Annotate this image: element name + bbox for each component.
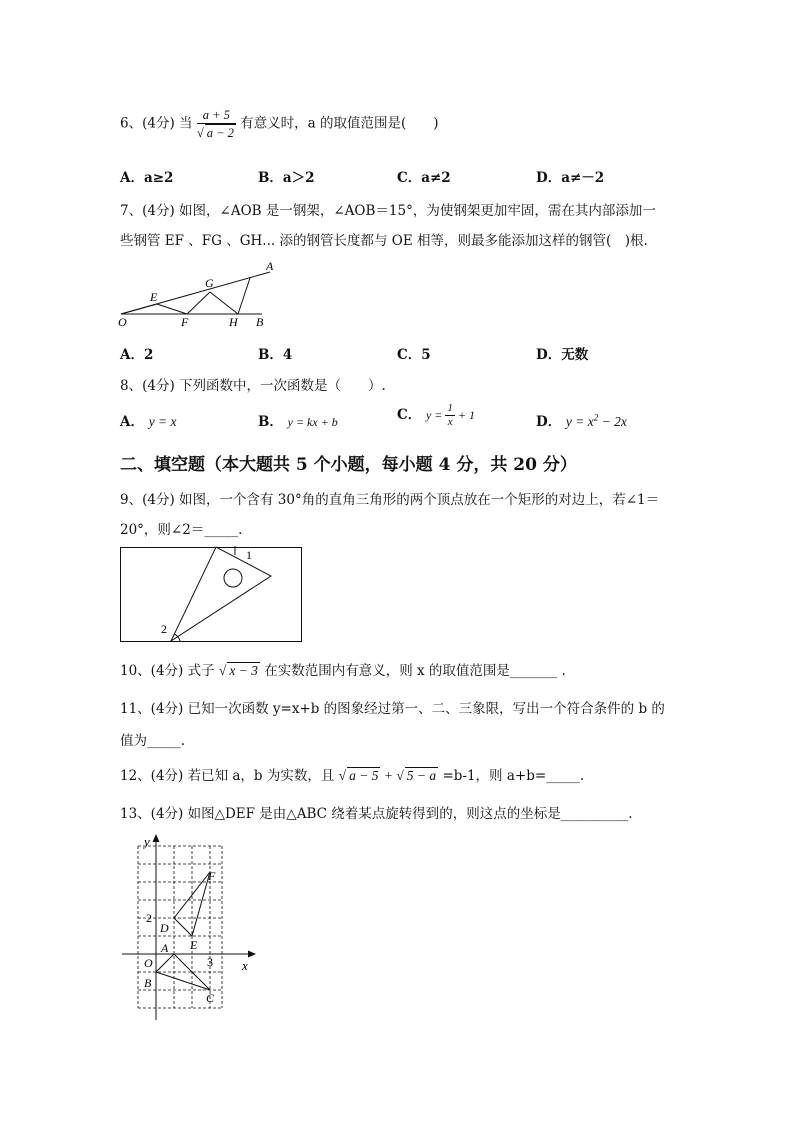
q13-figure (118, 832, 266, 1028)
q7-label-o: O (118, 315, 127, 329)
q11-line1: 11、(4分) 已知一次函数 y=x+b 的图象经过第一、二、三象限，写出一个符合条件的 b 的 (120, 701, 665, 717)
q8-option-c-pre: y = (425, 408, 446, 422)
q9-triangle (171, 547, 271, 641)
q7-label-g: G (205, 276, 214, 290)
q13-label-b: B (144, 976, 152, 990)
q8-option-a-expr: y = x (148, 414, 177, 429)
q8-option-d-pre: y = x (565, 414, 594, 429)
q13-label-a: A (161, 941, 169, 955)
q7-figure (116, 258, 286, 332)
q9-figure (118, 545, 306, 645)
section-2-title: 二、填空题（本大题共 5 个小题，每小题 4 分，共 20 分） (120, 455, 577, 475)
q9-label-angle1: 1 (246, 548, 252, 562)
q8-option-c-denominator: x (447, 416, 453, 428)
q6-option-d: D．a≠－2 (536, 170, 605, 186)
q6-number: 6、(4分) (120, 115, 175, 132)
q6-option-a: A．a≥2 (120, 170, 174, 186)
q13-label-o: O (144, 956, 153, 970)
q9-triangle-hole (224, 569, 242, 587)
q8-option-d-sup: 2 (593, 412, 599, 423)
q7-tube-ef (157, 304, 187, 314)
q8-option-b-letter: B． (258, 414, 283, 430)
q12: 12、(4分) 若已知 a，b 为实数，且 √ a − 5 + √ 5 − a =b-1，则 a+b=_____. (120, 768, 585, 784)
q8-option-b (258, 410, 338, 430)
q8-option-c (397, 402, 475, 429)
q13-text: 13、(4分) 如图△DEF 是由△ABC 绕着某点旋转得到的，则这点的坐标是__________. (120, 806, 633, 822)
q9-rectangle (121, 548, 302, 642)
q8-option-c-letter: C． (397, 407, 422, 423)
q7-option-c: C．5 (397, 347, 431, 363)
q8-option-c-fraction (445, 402, 455, 429)
q7-line1: 7、(4分) 如图，∠AOB 是一钢架，∠AOB＝15°，为使钢架更加牢固，需在其内部添加一 (120, 203, 656, 219)
q6-suffix: 有意义时，a 的取值范围是( ) (240, 115, 439, 132)
q13-label-e: E (190, 938, 198, 952)
q6-fraction: $\frac{a + 5}{√ a - 2}$ (196, 108, 234, 140)
q8-option-d-letter: D． (536, 414, 562, 430)
q9-line2: 20°，则∠2＝_____. (120, 522, 243, 538)
q7-label-h: H (229, 315, 238, 329)
q8-option-d (536, 410, 627, 430)
q13-x-arrow (248, 951, 256, 958)
q8-text: 8、(4分) 下列函数中，一次函数是（ ）. (120, 378, 386, 394)
q8-option-c-numerator: 1 (447, 402, 453, 414)
q8-option-a (120, 410, 177, 430)
q7-label-b: B (256, 315, 264, 329)
q9-line1: 9、(4分) 如图，一个含有 30°角的直角三角形的两个顶点放在一个矩形的对边上，若∠1＝ (120, 492, 660, 508)
q13-label-f: F (208, 869, 216, 883)
q10-suffix: 在实数范围内有意义，则 x 的取值范围是_______ . (264, 663, 566, 679)
q13-label-y: y (144, 834, 150, 849)
q6-frac-numerator: a + 5 (197, 107, 236, 124)
q7-option-b: B．4 (258, 347, 293, 363)
q9-label-angle2: 2 (161, 622, 167, 636)
q7-tube-oe (121, 304, 157, 314)
q10-prefix: 10、(4分) 式子 (120, 663, 215, 679)
q13-label-x: x (242, 958, 248, 973)
q8-option-d-post: − 2x (598, 414, 627, 429)
q12-suffix: =b-1，则 a+b=_____. (442, 768, 585, 784)
q6 (120, 107, 439, 141)
q7-tube-fg (187, 292, 210, 314)
q13-label-3: 3 (207, 955, 213, 969)
q7-line2: 些钢管 EF 、FG 、GH... 添的钢管长度都与 OE 相等，则最多能添加这样的钢管( )根. (120, 233, 648, 249)
q8-option-b-expr: y = kx + b (287, 415, 338, 429)
q6-option-c: C．a≠2 (397, 170, 451, 186)
q6-option-b: B．a＞2 (258, 170, 315, 186)
q7-option-a: A．2 (120, 347, 154, 363)
q11-line2: 值为_____. (120, 733, 186, 749)
q10-radicand: x − 3 (229, 663, 258, 678)
q12-plus: + (380, 768, 397, 783)
q6-frac-denominator: a − 2 (206, 126, 234, 140)
q8-option-c-post: + 1 (454, 408, 475, 422)
q10: 10、(4分) 式子 √ x − 3 在实数范围内有意义，则 x 的取值范围是_______ . (120, 663, 566, 679)
q12-radicand-2: 5 − a (406, 768, 437, 783)
q7-tube-gh (210, 292, 238, 314)
q7-tube-ha (238, 278, 250, 314)
q13-label-c: C (206, 991, 215, 1005)
q13-label-d: D (160, 921, 169, 935)
q6-prefix: 当 (179, 115, 193, 132)
q12-radicand-1: a − 5 (349, 768, 379, 783)
q7-option-d: D．无数 (536, 347, 589, 363)
q7-label-e: E (150, 290, 158, 304)
q7-label-f: F (181, 315, 189, 329)
q8-option-a-letter: A． (120, 414, 144, 430)
q7-label-a: A (266, 259, 274, 273)
q13-y-arrow (153, 834, 160, 842)
q12-prefix: 12、(4分) 若已知 a，b 为实数，且 (120, 768, 335, 784)
q13-label-2: 2 (146, 911, 152, 925)
